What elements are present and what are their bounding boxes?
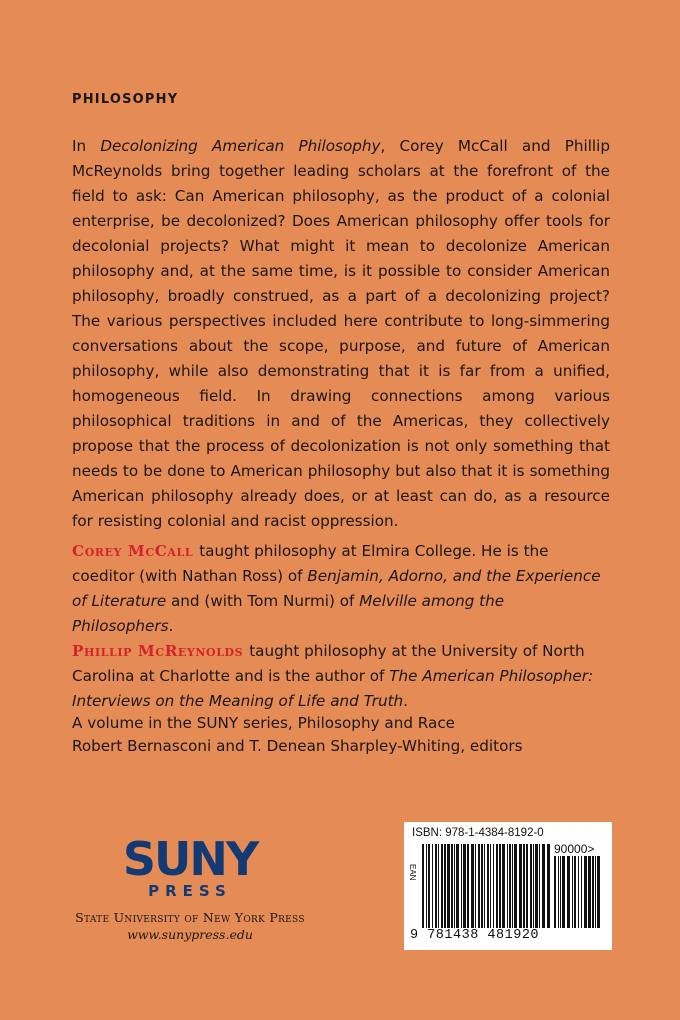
bio-book-title: Melville among the Philosophers xyxy=(72,592,505,635)
barcode-bar xyxy=(512,844,513,928)
publisher-url: www.sunypress.edu xyxy=(127,927,253,942)
bio-text: . xyxy=(403,692,408,710)
barcode-bar xyxy=(463,844,466,928)
barcode-bar xyxy=(490,844,491,928)
ean-digits: 9 781438 481920 xyxy=(410,928,540,943)
barcode-bar xyxy=(478,844,480,928)
author-bio xyxy=(72,639,610,714)
barcode-bar xyxy=(530,844,532,928)
bio-book-title: The American Philosopher: Interviews on the Meaning of Life and Truth xyxy=(72,667,594,710)
barcode-bar xyxy=(444,844,446,928)
bio-text: taught philosophy at Elmira College. He is the coeditor (with Nathan Ross) of xyxy=(72,542,549,585)
barcode-bar xyxy=(558,856,559,928)
barcode-bar xyxy=(535,844,538,928)
isbn-label: ISBN: 978-1-4384-8192-0 xyxy=(412,827,544,839)
barcode-bar xyxy=(496,844,498,928)
bio-book-title: Benjamin, Adorno, and the Experience of Literature xyxy=(72,567,601,610)
barcode-bar xyxy=(447,844,450,928)
author-name: Phillip McReynolds xyxy=(72,642,244,660)
publisher-block xyxy=(70,832,310,942)
bio-text: and (with Tom Nurmi) of xyxy=(166,592,360,610)
book-title: Decolonizing American Philosophy xyxy=(100,137,381,155)
barcode-bar xyxy=(475,844,476,928)
barcode-bar xyxy=(592,856,594,928)
barcode-bar xyxy=(560,856,561,928)
publisher-name: State University of New York Press xyxy=(75,910,305,925)
barcode-bar xyxy=(471,844,474,928)
barcode-bar xyxy=(432,844,433,928)
barcode-bar xyxy=(456,844,459,928)
author-name: Corey McCall xyxy=(72,542,194,560)
barcode-bar xyxy=(509,844,511,928)
barcode-bar xyxy=(481,844,483,928)
barcode-bar xyxy=(428,844,430,928)
barcode-bar xyxy=(487,844,489,928)
barcode-bar xyxy=(581,856,582,928)
barcode-bar xyxy=(584,856,587,928)
barcode-bar xyxy=(578,856,579,928)
barcode-bar xyxy=(574,856,576,928)
barcode-bar xyxy=(493,844,494,928)
addon-digits: 90000> xyxy=(554,842,595,856)
bio-text: . xyxy=(168,617,174,635)
press-logo: PRESS xyxy=(148,882,232,900)
series-info xyxy=(72,712,632,758)
author-bio xyxy=(72,539,610,639)
barcode-bar xyxy=(467,844,469,928)
series-editors: Robert Bernasconi and T. Denean Sharpley-Whiting, editors xyxy=(72,737,523,755)
barcode-bar xyxy=(499,844,501,928)
barcode-bar xyxy=(533,844,534,928)
series-line: A volume in the SUNY series, Philosophy and Race xyxy=(72,714,456,732)
barcode xyxy=(404,822,612,950)
barcode-bar xyxy=(572,856,573,928)
barcode-bar xyxy=(502,844,505,928)
blurb-intro: In xyxy=(72,137,101,155)
barcode-bar xyxy=(438,844,439,928)
barcode-bar xyxy=(554,856,556,928)
barcode-bar xyxy=(451,844,453,928)
addon-barcode-bars xyxy=(554,856,604,928)
barcode-bar xyxy=(595,856,596,928)
barcode-bar xyxy=(454,844,455,928)
barcode-bar xyxy=(461,844,462,928)
ean-barcode-bars xyxy=(422,844,550,928)
barcode-bar xyxy=(588,856,591,928)
barcode-bar xyxy=(422,844,424,928)
barcode-bar xyxy=(526,844,528,928)
suny-logo: SUNY xyxy=(122,832,258,886)
description-blurb xyxy=(72,134,610,534)
barcode-bar xyxy=(597,856,600,928)
category-label: PHILOSOPHY xyxy=(72,92,179,107)
bio-text: taught philosophy at the University of North Carolina at Charlotte and is the author of xyxy=(72,642,585,685)
barcode-bar xyxy=(547,844,550,928)
barcode-bar xyxy=(567,856,570,928)
barcode-bar xyxy=(519,844,522,928)
barcode-bar xyxy=(426,844,427,928)
barcode-bar xyxy=(562,856,565,928)
barcode-bar xyxy=(441,844,443,928)
ean-label: EAN xyxy=(408,864,417,881)
blurb-text: , Corey McCall and Phillip McReynolds bring together leading scholars at the forefront of the field to ask: Can American philosophy, as the product of a colonial enterprise, be decolonized? Does American philosophy offer tools for decolonial projects? What might it mean to decolonize American philosophy and, at the same time, is it possible to consider American philosophy, broadly construed, as a part of a decolonizing project? The various perspectives included here contribute to long-simmering conversations about the scope, purpose, and future of American philosophy, while also demonstrating that it is far from a unified, homogeneous field. In drawing connections among various philosophical traditions in and of the Americas, they collectively propose that the process of decolonization is not only something that needs to be done to American philosophy but also that it is something American philosophy already does, or at least can do, as a resource for resisting colonial and racist oppression. xyxy=(72,137,610,530)
barcode-bar xyxy=(539,844,540,928)
author-bios xyxy=(72,539,610,714)
barcode-bar xyxy=(542,844,545,928)
barcode-bar xyxy=(484,844,485,928)
barcode-bar xyxy=(507,844,508,928)
barcode-bar xyxy=(514,844,517,928)
barcode-bar xyxy=(523,844,525,928)
barcode-bar xyxy=(435,844,437,928)
